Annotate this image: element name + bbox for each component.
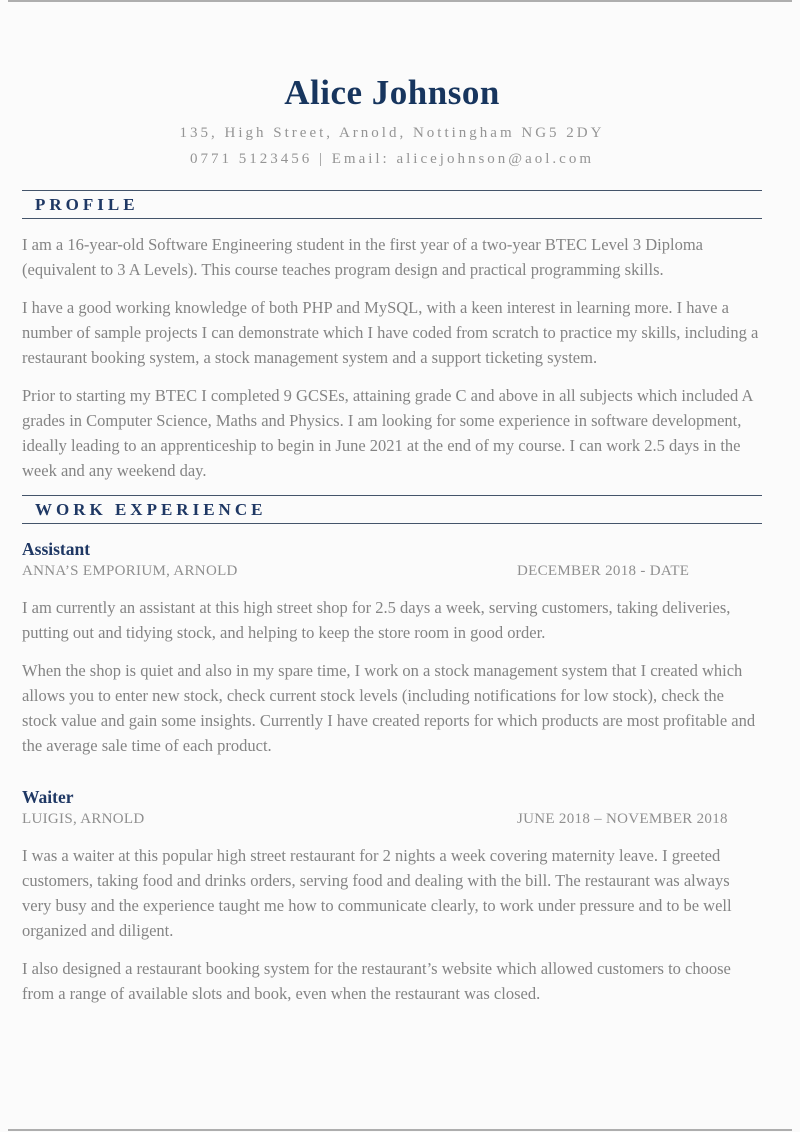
job-company: ANNA’S EMPORIUM, ARNOLD (22, 563, 238, 579)
job-paragraph: I was a waiter at this popular high street restaurant for 2 nights a week covering maternity leave. I greeted customers, taking food and drinks orders, serving food and dealing with the bill. The restaurant was always very busy and the experience taught me how to communicate clearly, to work under pressure and to be well organized and diligent. (22, 846, 732, 940)
job-meta-row (22, 808, 762, 830)
job-dates: DECEMBER 2018 - DATE (517, 563, 690, 579)
candidate-name: Alice Johnson (284, 73, 500, 112)
job-dates: JUNE 2018 – NOVEMBER 2018 (517, 811, 728, 827)
job-entry-waiter (22, 786, 762, 1006)
section-heading-work-experience: WORK EXPERIENCE (22, 495, 762, 524)
profile-paragraph: I am a 16-year-old Software Engineering student in the first year of a two-year BTEC Level 3 Diploma (equivalent to 3 A Levels). This course teaches program design and practical programming skills. (22, 235, 703, 279)
job-company: LUIGIS, ARNOLD (22, 811, 145, 827)
job-meta-row (22, 560, 762, 582)
page-top-border (8, 0, 792, 2)
profile-paragraph: I have a good working knowledge of both PHP and MySQL, with a keen interest in learning more. I have a number of sample projects I can demonstrate which I have coded from scratch to practice my skills, including a restaurant booking system, a stock management system and a support ticketing system. (22, 298, 759, 367)
contact-line: 0771 5123456 | Email: alicejohnson@aol.com (189, 151, 595, 167)
job-paragraph: I am currently an assistant at this high street shop for 2.5 days a week, serving customers, taking deliveries, putting out and tidying stock, and helping to keep the store room in good order. (22, 598, 731, 642)
job-entry-assistant (22, 538, 762, 758)
job-paragraph: When the shop is quiet and also in my spare time, I work on a stock management system that I created which allows you to enter new stock, check current stock levels (including notifications for low stock), check the stock value and gain some insights. Currently I have created reports for which products are most profitable and the average sale time of each product. (22, 661, 756, 755)
page-bottom-border (8, 1129, 792, 1131)
address-line: 135, High Street, Arnold, Nottingham NG5 2DY (179, 125, 605, 141)
resume-content (0, 72, 800, 1006)
job-paragraph: I also designed a restaurant booking system for the restaurant’s website which allowed customers to choose from a range of available slots and book, even when the restaurant was closed. (22, 959, 731, 1003)
job-title: Assistant (22, 539, 91, 559)
section-heading-profile: PROFILE (22, 190, 762, 219)
job-title: Waiter (22, 787, 74, 807)
profile-paragraph: Prior to starting my BTEC I completed 9 GCSEs, attaining grade C and above in all subjects which included A grades in Computer Science, Maths and Physics. I am looking for some experience in software development, ideally leading to an apprenticeship to begin in June 2021 at the end of my course. I can work 2.5 days in the week and any weekend day. (22, 386, 753, 480)
